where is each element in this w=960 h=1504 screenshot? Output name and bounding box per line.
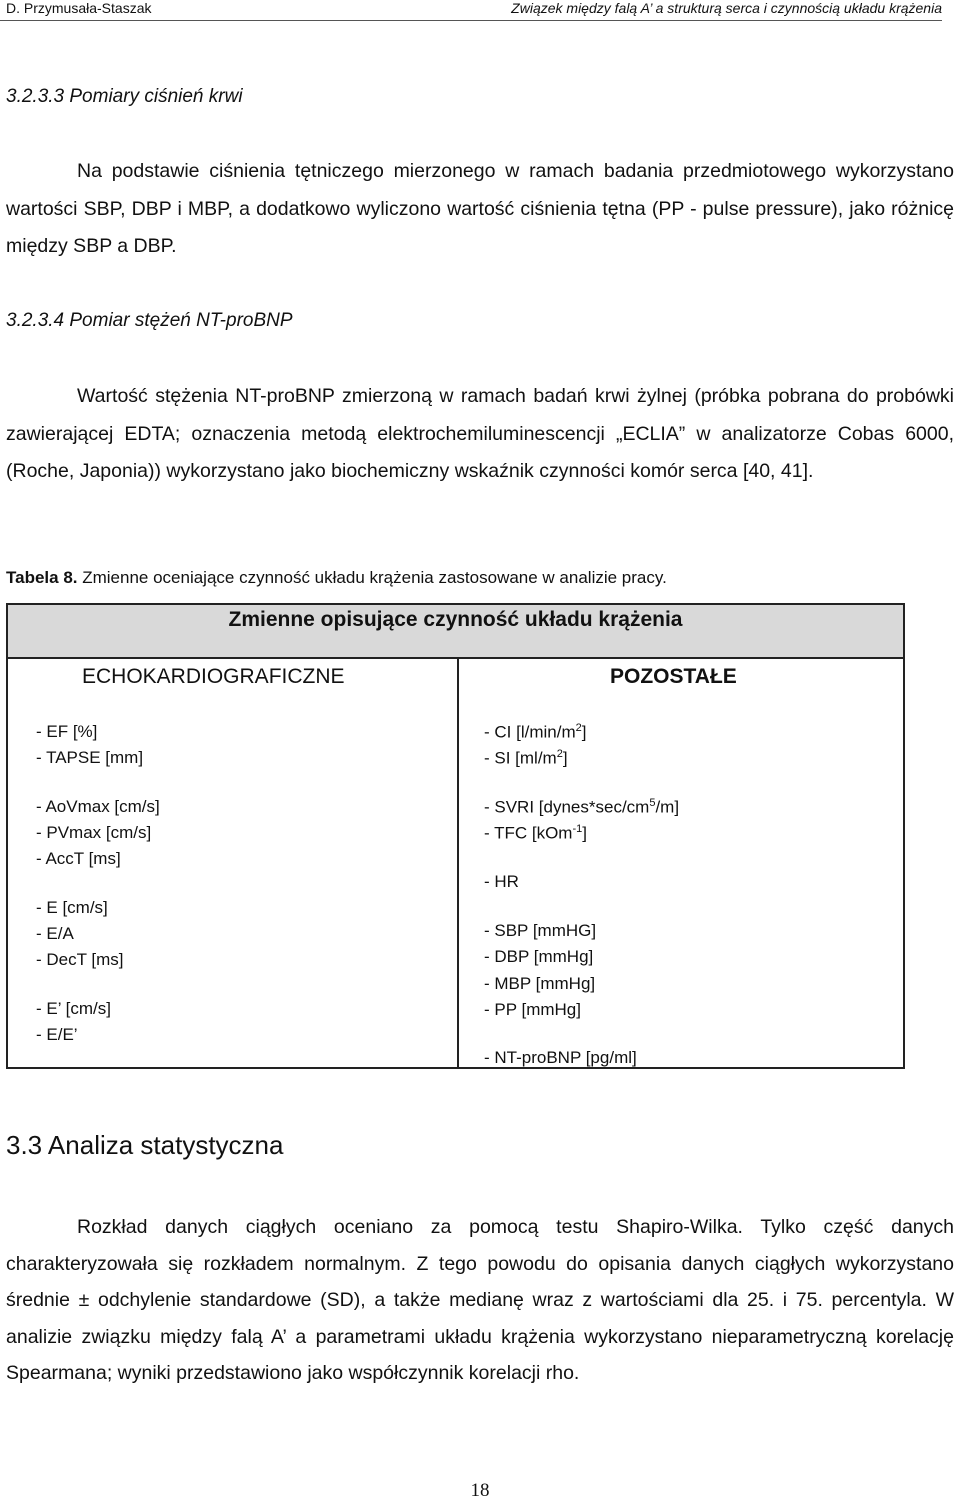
- running-header: [0, 0, 942, 21]
- paragraph-statistics: Rozkład danych ciągłych oceniano za pomocą testu Shapiro-Wilka. Tylko część danych charakteryzowała się rozkładem normalnym. Z tego powodu do opisania danych ciągłych wykorzystano średnie ± odchylenie standardowe (SD), a także medianę wraz z wartościami dla 25. i 75. percentyla. W analizie związku między falą A’ a parametrami układu krążenia wykorzystano nieparametryczną korelację Spearmana; wyniki przedstawiono jako współczynnik korelacji rho.: [6, 1216, 954, 1385]
- table-item-left: - E’ [cm/s]: [36, 999, 111, 1018]
- table-item-right: - SBP [mmHG]: [484, 921, 597, 940]
- table-item-left: - PVmax [cm/s]: [36, 823, 152, 842]
- paragraph-ntprobnp: Wartość stężenia NT-proBNP zmierzoną w ramach badań krwi żylnej (próbka pobrana do probówki zawierającej EDTA; oznaczenia metodą elektrochemiluminescencji „ECLIA” w analizatorze Cobas 6000, (Roche, Japonia)) wykorzystano jako biochemiczny wskaźnik czynności komór serca [40, 41].: [6, 385, 954, 482]
- table-caption-label: Tabela 8.: [6, 568, 78, 587]
- paragraph-blood-pressure: Na podstawie ciśnienia tętniczego mierzonego w ramach badania przedmiotowego wykorzystano wartości SBP, DBP i MBP, a dodatkowo wyliczono wartość ciśnienia tętna (PP - pulse pressure), jako różnicę między SBP a DBP.: [6, 160, 954, 257]
- column-divider: [457, 659, 459, 1067]
- table-item-left: - DecT [ms]: [36, 950, 124, 969]
- table-item-left: - E [cm/s]: [36, 898, 108, 917]
- table-item-right: - NT-proBNP [pg/ml]: [484, 1048, 637, 1067]
- table-item-right: - DBP [mmHg]: [484, 947, 594, 966]
- variables-table: [6, 603, 905, 1069]
- table-item-right: - HR: [484, 872, 519, 891]
- table-caption: [6, 568, 667, 588]
- table-header: Zmienne opisujące czynność układu krążenia: [8, 605, 903, 659]
- section-heading-statistics: 3.3 Analiza statystyczna: [6, 1130, 284, 1160]
- table-item-right: - PP [mmHg]: [484, 1000, 581, 1019]
- header-author: D. Przymusała-Staszak: [6, 0, 152, 16]
- table-caption-text: Zmienne oceniające czynność układu krążenia zastosowane w analizie pracy.: [77, 568, 667, 587]
- page-number: 18: [470, 1480, 490, 1501]
- table-item-left: - EF [%]: [36, 722, 98, 741]
- table-item-right: - SVRI $[dynes*\sec/cm^5/m]$: [484, 797, 680, 817]
- table-item-left: - E/A: [36, 924, 74, 943]
- column-title-echo: ECHOKARDIOGRAFICZNE: [82, 665, 345, 688]
- table-item-left: - AccT [ms]: [36, 849, 121, 868]
- section-heading-blood-pressure: 3.2.3.3 Pomiary ciśnień krwi: [6, 86, 243, 107]
- column-title-other: POZOSTAŁE: [610, 665, 737, 688]
- table-item-right: - MBP [mmHg]: [484, 974, 596, 993]
- header-title: Związek między falą A’ a strukturą serca i czynnością układu krążenia: [511, 0, 942, 16]
- section-heading-ntprobnp: 3.2.3.4 Pomiar stężeń NT-proBNP: [6, 310, 293, 331]
- table-item-left: - AoVmax [cm/s]: [36, 797, 160, 816]
- table-item-right: - SI $[ml/m^2]$: [484, 748, 568, 768]
- table-item-right: - TFC [kOm$^{-1}$]: [484, 823, 587, 843]
- table-item-right: - CI $[l/\min/m^2]$: [484, 722, 587, 742]
- table-item-left: - TAPSE [mm]: [36, 748, 144, 767]
- table-item-left: - E/E’: [36, 1025, 78, 1044]
